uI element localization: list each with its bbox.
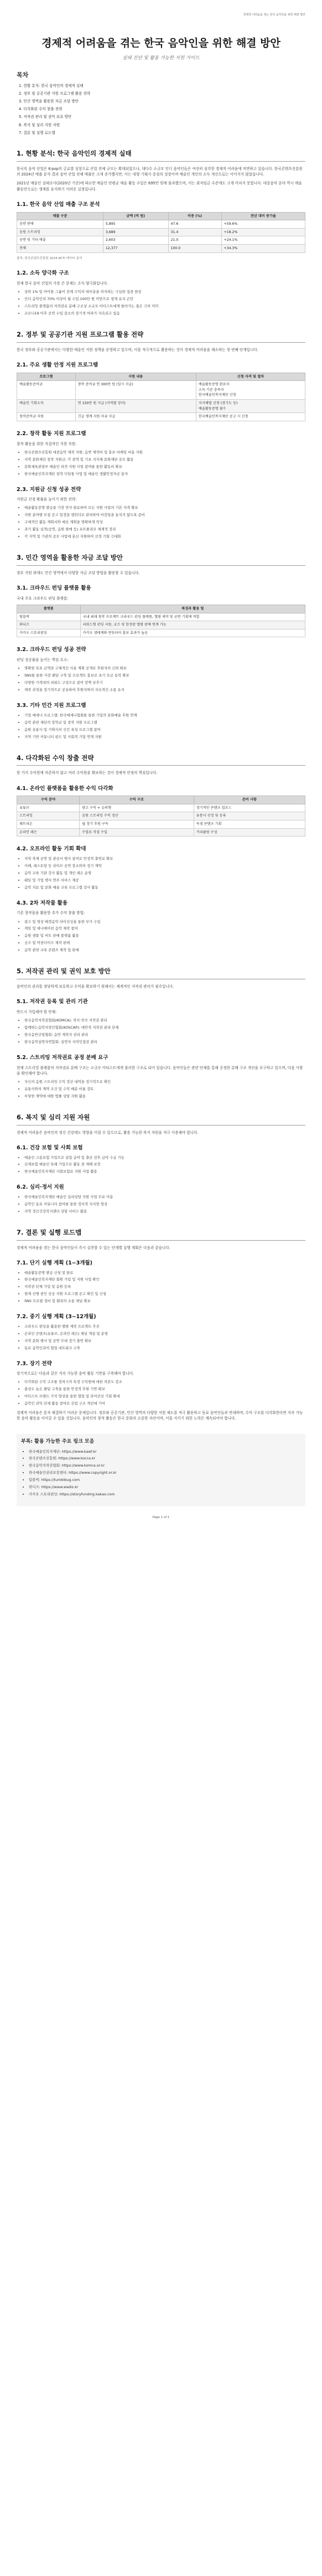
list-item: • 음악인 권익 단체 활동 참여로 산업 구조 개선에 기여 [24,1401,305,1407]
toc-list [17,83,305,136]
table-cell: 텀블벅 [17,613,81,621]
table-row [17,220,305,229]
table-cell: 와디즈 [17,621,81,629]
paragraph: 펀딩 성공률을 높이는 핵심 요소: [17,658,69,663]
list-item: • 제작 과정을 정기적으로 공유하여 후원자와의 지속적인 소통 유지 [24,688,305,693]
list-item: • 유통사와의 계약 조건 및 수익 배분 비율 검토 [24,1087,305,1092]
table-cell: 스트리밍 [17,812,80,820]
list-item: • 카페, 레스토랑 등 라이브 공연 장소와의 정기 계약 [24,864,305,869]
table-cell: 2,603 [103,236,168,245]
table-cell: 유튜브 [17,804,80,812]
table-cell: 21.0 [168,236,221,245]
list-item: • 명확한 목표 금액과 구체적인 사용 계획 공개로 후원자의 신뢰 확보 [24,666,305,672]
paragraph: 현재 한국 음악 산업의 가장 큰 문제는 소득 양극화입니다. [17,281,108,286]
section-title: 1. 현황 분석: 한국 음악인의 경제적 실태 [17,149,305,162]
table-row [17,613,305,621]
subsection-title: 5.2. 스트리밍 저작권료 공정 분배 요구 [17,1054,108,1061]
table-cell: 지자체별 신청 (경기도 등) 예술활동증명 필수 [196,400,305,413]
table-row [17,812,305,820]
closing-paragraph: 경제적 어려움은 혼자 해결하기 어려운 문제입니다. 정부와 공공기관, 민간 영역의 다양한 지원 제도를 적극 활용하고 동료 음악인들과 연대하며, 수익 구조를 다각화한다면 지속 가능한 음악 활동을 이어갈 수 있을 것입니다. 음악인의 창작 활동은 한국 문화의 소중한 자산이며, 이를 지키기 위한 노력은 계속되어야 합니다. [17,1411,303,1421]
list-item: • 현재 진행 중인 공공 지원 프로그램 공고 확인 및 신청 [24,1292,305,1297]
table-cell: 커리큘럼 구성 [194,828,305,837]
list-item: • 지역 문화 행사 및 공연 무대 정기 출연 확보 [24,1339,305,1344]
table-cell: 100.0 [168,244,221,252]
list-item: • 웨딩 및 기업 행사 연주 서비스 제공 [24,878,305,884]
resource-link[interactable]: • 한국예술인복지재단: https://www.kawf.kr [29,1449,301,1455]
paragraph: 기존 창작물을 활용한 추가 수익 창출 방법: [17,911,85,916]
section-title: 7. 결론 및 실행 로드맵 [17,1228,305,1241]
list-item: • 과거 활동 실적(공연, 음원 발매 등) 포트폴리오 체계적 정리 [24,527,305,533]
table-cell: 긴급 생계 지원 자금 지급 [75,413,196,421]
table-cell: 연 150만 원 지급 (지역별 상이) [75,400,196,413]
resource-link[interactable]: • 한국콘텐츠진흥원: https://www.kocca.kr [29,1456,301,1462]
paragraph: 2021년 예술인 실태조사(2020년 기준)에 따르면 예술인 연평균 예술 활동 수입은 695만 원에 불과했으며, 이는 최저임금 수준에도 크게 미치지 못합니다. 대중음악 분야 역시 예술 활동만으로는 생계를 유지하기 어려운 실정입니다. [17,181,302,192]
paragraph: 지원금 선정 확률을 높이기 위한 전략: [17,497,77,502]
subsection-title: 3.3. 기타 민간 지원 프로그램 [17,703,86,709]
list-item: • 산재보험 예술인 특례 가입으로 활동 중 재해 보장 [24,1162,305,1168]
table-cell: 창작 준비금 연 300만 원 (일시 지급) [75,381,196,400]
subsection-title: 7.3. 장기 전략 [17,1360,52,1367]
table-row [17,381,305,400]
paragraph: 한국의 음악 산업은 K-pop의 글로벌 성장으로 산업 전체 규모는 확대되었으나, 대다수 소규모 인디 음악인들은 여전히 심각한 경제적 어려움에 직면하고 있습니다. 한국콘텐츠진흥원의 2024년 매출 분석 결과 음악 산업 전체 매출은 크게 증가했지만, 이는 대형 기획사 중심의 성장이며 예술인 개인의 소득 개선으로는 이어지지 않았습니다. [17,166,303,177]
running-header: 경제적 어려움을 겪는 한국 음악인을 위한 해결 방안 [243,13,305,17]
bullet-list [17,1155,305,1175]
list-item: • 충성도 높은 팬덤 구축을 통한 안정적 후원 기반 확보 [24,1387,305,1392]
list-item: • 한국예술인복지재단 사회보험료 지원 사업 활용 [24,1169,305,1175]
table-cell: 패트리온 [17,820,80,829]
bullet-list [17,1271,305,1305]
list-item: • 상위 1% 및 아이돌 그룹이 전체 수익의 대부분을 차지하는 극심한 집중 현상 [24,290,305,295]
table-cell: +24.1% [221,236,305,245]
table-header: 매출 구분 [17,212,103,220]
section-title: 2. 정부 및 공공기관 지원 프로그램 활용 전략 [17,330,305,343]
table-cell: 카카오 생태계와 연동되어 홍보 효과가 높음 [80,629,305,637]
bullet-list [17,450,305,477]
subsection-title: 4.1. 온라인 플랫폼을 활용한 수익 다각화 [17,785,113,792]
section-title: 3. 민간 영역을 활용한 자금 조달 방안 [17,553,305,566]
table-cell: 공연 및 기타 매출 [17,236,103,245]
table-cell: 5,895 [103,220,168,229]
table-header: 수익 구조 [80,796,194,804]
list-item: • 음악 관련 교육 콘텐츠 제작 및 판매 [24,948,305,953]
table-row [17,629,305,637]
resource-link[interactable]: • 한국예술인권리보장센터: https://www.copyright.or.kr [29,1470,301,1476]
toc-title: 목차 [17,71,29,79]
list-item: • 한국예술인복지재단 예술인 심리상담 지원 사업 무료 이용 [24,1195,305,1200]
subsection-title: 1.1. 한국 음악 산업 매출 구조 분석 [17,201,100,208]
toc-item: 6. 복지 및 심리 지원 자원 [19,122,60,127]
bullet-list [17,713,305,740]
list-item: • 문화체육관광부 예술인 파견 지원 사업 참여를 통한 활동비 확보 [24,464,305,470]
table-header: 프로그램 [17,373,76,381]
table-cell: 광고 수익 + 슈퍼챗 [80,804,194,812]
list-item: • 코로나19 이후 공연 수입 감소의 장기적 여파가 지속되고 있음 [24,311,305,317]
table-row [17,236,305,245]
list-item: • 아티스트 브랜드 가치 향상을 통한 협업 및 라이선싱 기회 확대 [24,1394,305,1400]
list-item: • 광고 및 영상 배경음악 라이선싱을 통한 부가 수입 [24,920,305,925]
table-cell: 창작준비금 지원 [17,413,76,421]
toc-item: 7. 결론 및 실행 로드맵 [19,130,55,135]
bullet-list [17,1195,305,1215]
table-header: 비중 (%) [168,212,221,220]
table-cell: 예술활동준비금 [17,381,76,400]
table-row [17,228,305,236]
list-item: • 한국콘텐츠진흥원 대중음악 제작 지원: 음반 제작비 및 홍보 마케팅 비용 지원 [24,450,305,456]
paragraph: 창작 활동을 위한 직접적인 지원 자원: [17,441,77,446]
revenue-channel-table [17,796,305,837]
bullet-list [17,666,305,693]
table-cell: 유통사 선정 및 등록 [194,812,305,820]
subsection-title: 3.2. 크라우드 펀딩 성공 전략 [17,647,86,653]
table-cell: 월 정기 후원 구독 [80,820,194,829]
toc-item: 5. 저작권 관리 및 권익 보호 방안 [19,115,72,120]
section-title: 4. 다각화된 수익 창출 전략 [17,753,305,766]
table-cell: 한국예술인복지재단 공고 시 신청 [196,413,305,421]
resource-title: 부록: 활용 가능한 주요 링크 모음 [21,1438,95,1444]
list-item: • 구체적인 활동 계획서와 예산 계획을 명확하게 작성 [24,520,305,525]
subsection-title: 7.1. 단기 실행 계획 (1~3개월) [17,1259,92,1266]
subsection-title: 2.1. 주요 생활 안정 지원 프로그램 [17,362,98,368]
table-cell: 12,377 [103,244,168,252]
list-item: • 굿즈 및 머천다이즈 제작 판매 [24,941,305,946]
list-item: • 각 지역 및 기관의 공모 사업에 분산 지원하여 선정 기회 극대화 [24,534,305,540]
resource-link[interactable]: • 카카오 스토리펀딩: https://storyfunding.kakao.com [29,1492,301,1498]
table-source: 출처: 한국콘텐츠진흥원 2024 KCTI 데이터 분석 [17,256,82,260]
table-cell: +59.6% [221,220,305,229]
table-header: 준비 사항 [194,796,305,804]
list-item: • 함께하는음악저작인협회(KOSCAP): 대안적 저작권 관리 단체 [24,1025,305,1031]
table-header: 수익 분야 [17,796,80,804]
table-row [17,820,305,829]
list-item: • 음악인 동료 커뮤니티 참여를 통한 정서적 지지망 형성 [24,1202,305,1207]
toc-item: 2. 정부 및 공공기관 지원 프로그램 활용 전략 [19,91,91,96]
list-item: • 한국음악저작권협회(KOMCA): 작사·작곡 저작권 관리 [24,1018,305,1024]
list-item: • 지역 기반 커뮤니티 펀드 및 사회적 기업 연계 지원 [24,735,305,740]
table-cell: 온라인 레슨 [17,828,80,837]
list-item: • 기업 메세나 프로그램: 한국메세나협회를 통한 기업의 문화예술 후원 연계 [24,713,305,719]
table-cell: 47.6 [168,220,221,229]
paragraph: 경제적 어려움을 겪는 한국 음악인들이 즉시 실천할 수 있는 단계별 실행 계획은 다음과 같습니다. [17,1245,170,1250]
table-header: 전년 대비 증가율 [221,212,305,220]
list-item: • 인디 음악인의 70% 이상이 월 수입 100만 원 미만으로 생계 유지 곤란 [24,297,305,302]
subsection-title: 5.1. 저작권 등록 및 관리 기관 [17,999,88,1005]
paragraph: 경제적 어려움은 음악인의 정신 건강에도 영향을 미칠 수 있으므로, 활용 가능한 복지 자원을 적극 이용해야 합니다. [17,1130,199,1135]
table-header: 특징과 활용 팁 [80,605,305,613]
table-row [17,828,305,837]
table-cell: 정기적인 콘텐츠 업로드 [194,804,305,812]
list-item: • 예술활동증명 발급을 가장 먼저 완료하여 모든 지원 사업의 기본 자격 확보 [24,505,305,511]
section-title: 6. 복지 및 심리 지원 자원 [17,1113,305,1126]
subsection-title: 2.2. 창작 활동 지원 프로그램 [17,430,86,437]
list-item: • 음원 샘플 및 비트 판매 플랫폼 활용 [24,933,305,939]
subsection-title: 4.3. 2차 저작물 활용 [17,900,68,906]
bullet-list [17,856,305,891]
resource-box [17,1434,305,1506]
list-item: • 자신의 음원 스트리밍 수익 정산 내역을 정기적으로 확인 [24,1080,305,1085]
list-item: • 스트리밍 플랫폼의 저작권료 분배 구조상 소규모 아티스트에게 돌아가는 몫은 극히 미미 [24,304,305,309]
table-cell: 국내 최대 창작 프로젝트 크라우드 펀딩 플랫폼, 앨범 제작 및 공연 기획에 적합 [80,613,305,621]
table-row [17,400,305,413]
table-row [17,804,305,812]
document-title: 경제적 어려움을 겪는 한국 음악인을 위한 해결 방안 [41,37,281,49]
table-header: 플랫폼 [17,605,81,613]
table-cell: 리워드형 펀딩 지원, 굿즈 및 한정판 앨범 판매 연계 가능 [80,621,305,629]
list-item: • 한국예술인복지재단 회원 가입 및 지원 사업 확인 [24,1277,305,1283]
resource-link[interactable]: • 텀블벅: https://tumblbug.com [29,1478,301,1483]
bullet-list [17,1018,305,1045]
table-cell: 음원 스트리밍 [17,228,103,236]
paragraph: 현재 스트리밍 플랫폼의 저작권료 분배 구조는 소규모 아티스트에게 불리한 구조로 되어 있습니다. 음악인들은 관련 단체를 통해 공정한 분배 구조 개선을 요구하고 있으며, 다음 사항을 확인해야 합니다. [17,1065,303,1076]
revenue-table [17,212,305,253]
table-cell: 음반 판매 [17,220,103,229]
list-item: • 예술활동증명 발급 신청 및 완료 [24,1271,305,1276]
paragraph: 반드시 가입해야 할 단체: [17,1009,57,1014]
bullet-list [17,1380,305,1407]
table-cell: 독점 콘텐츠 기획 [194,820,305,829]
list-item: • 지역 문화재단 창작 지원금: 각 광역 및 기초 지자체 문화재단 공모 활용 [24,457,305,463]
section-title: 5. 저작권 관리 및 권익 보호 방안 [17,967,305,979]
list-item: • 음원 유통사 및 기획사의 신인 육성 프로그램 참여 [24,727,305,733]
table-row [17,621,305,629]
subsection-title: 1.2. 소득 양극화 구조 [17,270,69,277]
list-item: • 온라인 콘텐츠(유튜브, 온라인 레슨) 채널 개설 및 운영 [24,1331,305,1337]
subsection-title: 6.2. 심리·정서 지원 [17,1184,64,1191]
list-item: • 다각화된 수익 구조를 정착시켜 특정 수익원에 대한 의존도 감소 [24,1380,305,1385]
crowdfunding-table [17,605,305,637]
list-item: • 음악 치료 및 문화 예술 교육 프로그램 강사 활동 [24,885,305,891]
table-cell: 전체 [17,244,103,252]
resource-link[interactable]: • 와디즈: https://www.wadiz.kr [29,1485,301,1490]
bullet-list [17,290,305,317]
list-item: • 음악 관련 재단의 장학금 및 창작 지원 프로그램 [24,720,305,726]
list-item: • 지원 분야별 모집 공고 일정을 캘린더로 관리하여 마감일을 놓치지 않도록 준비 [24,513,305,518]
list-item: • 한국음악실연자연합회: 실연자 저작인접권 관리 [24,1040,305,1045]
table-cell: +18.2% [221,228,305,236]
paragraph: 한국 정부와 공공기관에서는 다양한 예술인 지원 정책을 운영하고 있으며, 이를 적극적으로 활용하는 것이 경제적 어려움을 해소하는 첫 번째 단계입니다. [17,347,258,352]
bullet-list [17,1080,305,1099]
list-item: • 음악 교육 기관 강사 활동 및 개인 레슨 운영 [24,871,305,876]
table-cell: 예술인 기회소득 [17,400,76,413]
toc-item: 1. 현황 분석: 한국 음악인의 경제적 실태 [19,83,84,88]
list-item: • SNS 프로필 정비 및 팬과의 소통 채널 확보 [24,1299,305,1304]
list-item: • 다양한 가격대의 리워드 구성으로 참여 장벽 낮추기 [24,680,305,686]
list-item: • 동료 음악인과의 협업 네트워크 구축 [24,1346,305,1351]
list-item: • 예술인 고용보험 가입으로 실업 급여 및 출산 전후 급여 수급 가능 [24,1155,305,1161]
table-cell: 31.4 [168,228,221,236]
list-item: • 한국음반산업협회: 음반 제작자 권리 관리 [24,1033,305,1038]
table-header: 신청 자격 및 절차 [196,373,305,381]
list-item: • SNS를 통한 사전 팬덤 구축 및 프로젝트 홍보로 초기 모금 동력 확보 [24,673,305,679]
paragraph: 정부 지원 외에도 민간 영역에서 다양한 자금 조달 방법을 활용할 수 있습니다. [17,570,140,575]
paragraph: 한 가지 수익원에 의존하지 않고 여러 수익원을 확보하는 것이 경제적 안정의 핵심입니다. [17,771,158,776]
page-number: Page 1 of 1 [152,1515,170,1519]
list-item: • 한국예술인복지재단 창작 디딤돌 사업 및 예술인 생활안정자금 융자 [24,472,305,477]
table-row [17,413,305,421]
support-program-table [17,373,305,421]
subsection-title: 2.3. 지원금 신청 성공 전략 [17,486,81,493]
list-item: • 지역 정신건강복지센터 상담 서비스 활용 [24,1209,305,1215]
subsection-title: 3.1. 크라우드 펀딩 플랫폼 활용 [17,585,91,592]
table-header: 금액 (억 원) [103,212,168,220]
table-cell: +34.3% [221,244,305,252]
subsection-title: 6.1. 건강 보험 및 사회 보험 [17,1144,83,1151]
table-cell: 3,689 [103,228,168,236]
table-cell: 수업료 직접 수입 [80,828,194,837]
table-cell: 예술활동증명 완료자 소득 기준 충족자 한국예술인복지재단 신청 [196,381,305,400]
bullet-list [17,920,305,954]
list-item: • 크라우드 펀딩을 활용한 앨범 제작 프로젝트 추진 [24,1324,305,1330]
bullet-list [17,505,305,540]
paragraph: 장기적으로는 다음과 같은 지속 가능한 음악 활동 기반을 구축해야 합니다. [17,1371,134,1376]
paragraph: 국내 주요 크라우드 펀딩 플랫폼: [17,596,69,601]
list-item: • 게임 및 애니메이션 음악 제작 참여 [24,926,305,932]
subsection-title: 7.2. 중기 실행 계획 (3~12개월) [17,1314,96,1320]
resource-link[interactable]: • 한국음악저작권협회: https://www.komca.or.kr [29,1463,301,1469]
bullet-list [17,1324,305,1351]
table-header: 지원 내용 [75,373,196,381]
paragraph: 음악인의 권리를 정당하게 보호하고 수익을 확보하기 위해서는 체계적인 저작권 관리가 필수입니다. [17,984,174,989]
list-item: • 저작권 단체 가입 및 음원 등록 [24,1284,305,1290]
subsection-title: 4.2. 오프라인 활동 기회 확대 [17,846,86,853]
list-item: • 부당한 계약에 대한 법률 상담 지원 활용 [24,1094,305,1099]
table-cell: 카카오 스토리펀딩 [17,629,81,637]
toc-item: 4. 다각화된 수익 창출 전략 [19,107,63,112]
resource-list [21,1449,301,1498]
toc-item: 3. 민간 영역을 활용한 자금 조달 방안 [19,99,79,104]
table-row [17,244,305,252]
document-subtitle: 실태 진단 및 활용 가능한 지원 가이드 [122,55,200,61]
list-item: • 지역 축제 공연 및 관공서 행사 참여로 안정적 출연료 확보 [24,856,305,862]
table-cell: 음원 스트리밍 수익 정산 [80,812,194,820]
